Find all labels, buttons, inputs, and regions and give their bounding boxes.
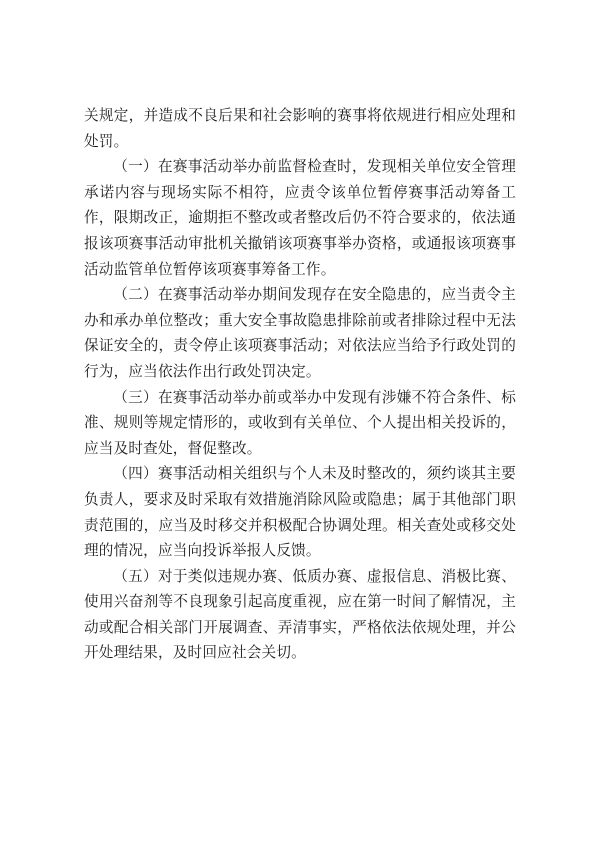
- paragraph-item-2: （二）在赛事活动举办期间发现存在安全隐患的，应当责令主办和承办单位整改；重大安全事故隐患排除前或者排除过程中无法保证安全的，责令停止该项赛事活动；对依法应当给予行政处罚的行为，应当依法作出行政处罚决定。: [84, 286, 516, 380]
- paragraph-item-4: （四）赛事活动相关组织与个人未及时整改的，须约谈其主要负责人，要求及时采取有效措施消除风险或隐患；属于其他部门职责范围的，应当及时移交并积极配合协调处理。相关查处或移交处理的情况，应当向投诉举报人反馈。: [84, 465, 516, 560]
- document-page: [84, 103, 516, 666]
- paragraph-item-5: （五）对于类似违规办赛、低质办赛、虚报信息、消极比赛、使用兴奋剂等不良现象引起高度重视，应在第一时间了解情况，主动或配合相关部门开展调查、弄清事实，严格依法依规处理，并公开处理结果，及时回应社会关切。: [84, 567, 516, 662]
- paragraph-continuation: 关规定，并造成不良后果和社会影响的赛事将依规进行相应处理和处罚。: [84, 107, 516, 150]
- paragraph-item-3: （三）在赛事活动举办前或举办中发现有涉嫌不符合条件、标准、规则等规定情形的，或收到有关单位、个人提出相关投诉的，应当及时查处，督促整改。: [84, 388, 516, 457]
- paragraph-item-1: （一）在赛事活动举办前监督检查时，发现相关单位安全管理承诺内容与现场实际不相符，应责令该单位暂停赛事活动筹备工作，限期改正，逾期拒不整改或者整改后仍不符合要求的，依法通报该项赛事活动审批机关撤销该项赛事举办资格，或通报该项赛事活动监管单位暂停该项赛事筹备工作。: [84, 158, 516, 278]
